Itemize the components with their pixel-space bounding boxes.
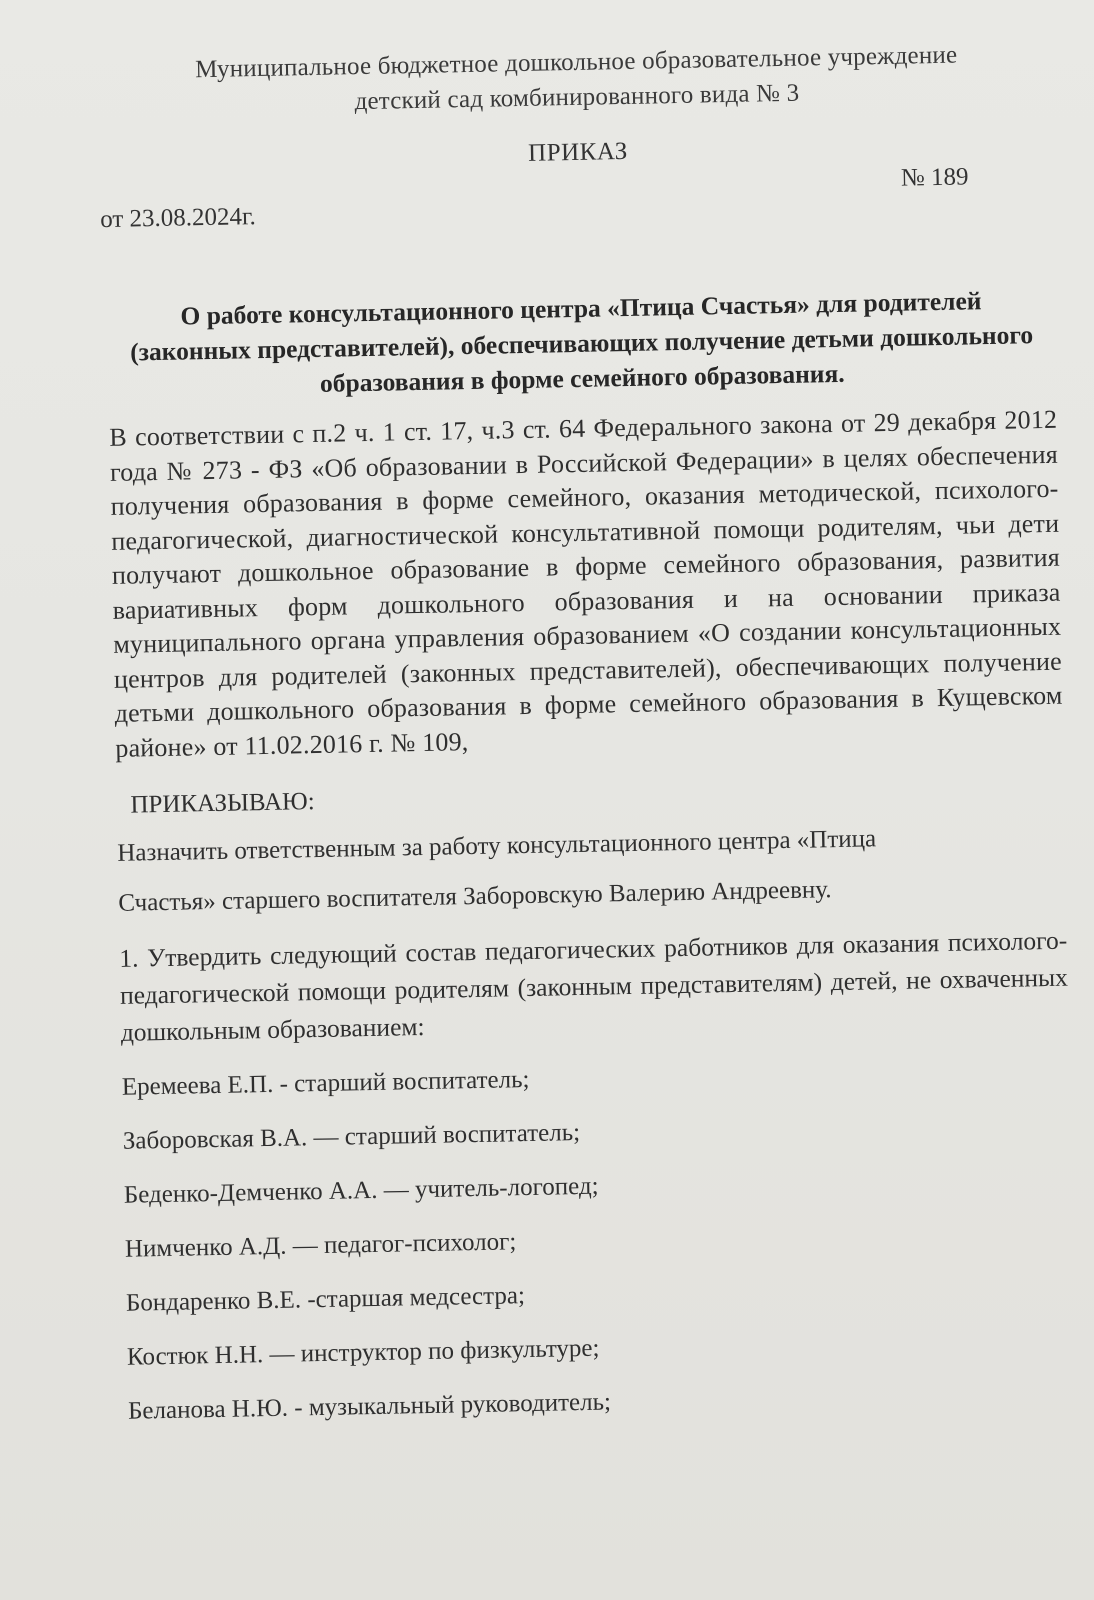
staff-list-item: Костюк Н.Н. — инструктор по физкультуре;	[126, 1334, 600, 1371]
staff-list-item: Беланова Н.Ю. - музыкальный руководитель;	[127, 1388, 612, 1425]
order-item-1: 1. Утвердить следующий состав педагогических работников для оказания психолого-педагогической помощи родителям (законным представителям) детей, не охваченных дошкольным образованием:	[119, 925, 1069, 1047]
order-date: от 23.08.2024г.	[99, 203, 256, 234]
organization-line-1: Муниципальное бюджетное дошкольное образовательное учреждение	[194, 41, 958, 84]
staff-list	[121, 1051, 1076, 1430]
staff-list-item: Беденко-Демченко А.А. — учитель-логопед;	[123, 1172, 599, 1209]
order-word: ПРИКАЗЫВАЮ:	[130, 788, 315, 819]
document-type: ПРИКАЗ	[527, 137, 629, 167]
organization-name	[102, 36, 1051, 124]
order-subject: О работе консультационного центра «Птица Счастья» для родителей (законных представителей), обеспечивающих получение детьми дошкольного образования в форме семейного образования.	[129, 286, 1034, 398]
organization-line-2: детский сад комбинированного вида № 3	[354, 79, 800, 116]
document-content	[99, 36, 1077, 1447]
staff-list-item: Нимченко А.Д. — педагог-психолог;	[124, 1228, 517, 1263]
appoint-line-1: Назначить ответственным за работу консультационного центра «Птица	[117, 825, 877, 867]
preamble-paragraph: В соответствии с п.2 ч. 1 ст. 17, ч.3 ст. 64 Федерального закона от 29 декабря 2012 года № 273 - ФЗ «Об образовании в Российской Федерации» в целях обеспечения получения образования в форме семейного, оказания методической, психолого-педагогической, диагностической консультативной помощи родителям, чьи дети получают дошкольное образование в форме семейного образования, развития вариативных форм дошкольного образования и на основании приказа муниципального органа управления образованием «О создании консультационных центров для родителей (законных представителей), обеспечивающих получение детьми дошкольного образования в форме семейного образования в Кущевском районе» от 11.02.2016 г. № 109,	[109, 404, 1063, 763]
order-meta	[99, 162, 1053, 240]
staff-list-item: Бондаренко В.Е. -старшая медсестра;	[125, 1282, 526, 1317]
staff-list-item: Еремеева Е.П. - старший воспитатель;	[121, 1065, 530, 1101]
appoint-line-2: Счастья» старшего воспитателя Заборовскую Валерию Андреевну.	[118, 876, 832, 917]
staff-list-item: Заборовская В.А. — старший воспитатель;	[122, 1119, 581, 1155]
order-number: № 189	[900, 163, 969, 192]
